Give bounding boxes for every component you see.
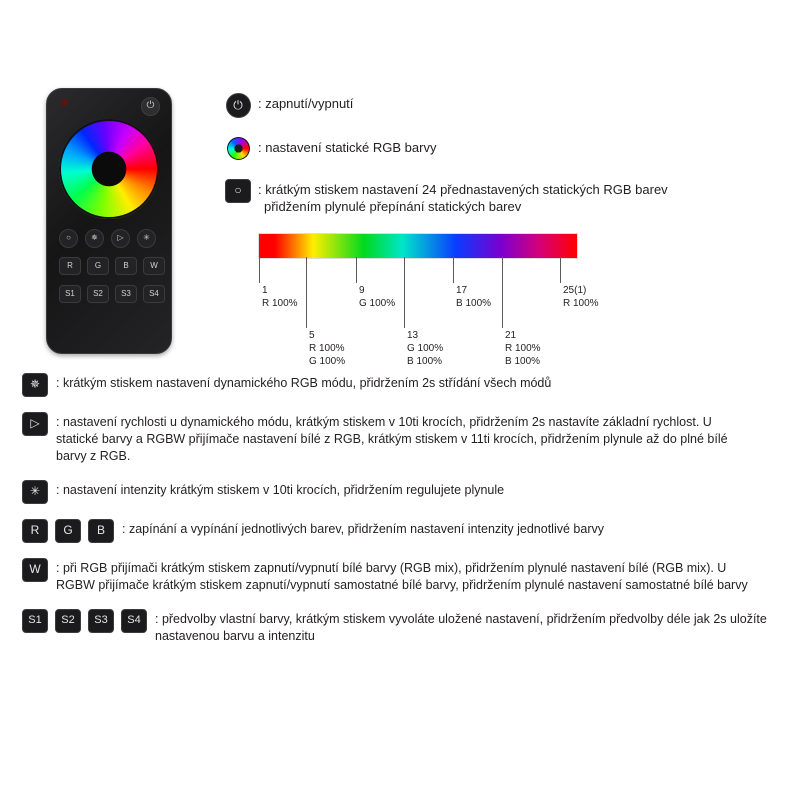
remote-preset-3-button[interactable]: S3 xyxy=(115,285,137,303)
legend-row-speed xyxy=(22,411,782,465)
legend-row-dynamic-mode xyxy=(22,372,782,397)
green-button-icon: G xyxy=(55,519,81,543)
spectrum-tick xyxy=(306,257,307,328)
speed-icon: ▷ xyxy=(22,412,48,436)
spectrum-tick xyxy=(453,257,454,283)
remote-static-color-button[interactable]: ○ xyxy=(59,229,78,248)
legend-speed-icons xyxy=(22,411,48,436)
legend-wheel-icon-cell xyxy=(218,136,258,160)
legend-white-icons xyxy=(22,557,48,582)
preset-2-icon: S2 xyxy=(55,609,81,633)
preset-1-icon: S1 xyxy=(22,609,48,633)
spectrum-tick xyxy=(259,257,260,283)
legend-row-brightness xyxy=(22,479,782,504)
remote-power-button[interactable]: ⏻ xyxy=(141,97,160,116)
legend-rgb-icons xyxy=(22,518,114,543)
spectrum-tick xyxy=(560,257,561,283)
spectrum-tick-label: 13 G 100% B 100% xyxy=(407,330,444,367)
spectrum-tick xyxy=(502,257,503,328)
legend-row-rgb xyxy=(22,518,782,543)
legend-power-icon-cell xyxy=(218,92,258,118)
legend-row-static-color xyxy=(218,136,778,160)
legend-brightness-icons xyxy=(22,479,48,504)
legend-speed-text: : nastavení rychlosti u dynamického módu, krátkým stiskem v 10ti krocích, přidržením 2s nastavíte základní rychlost. U statické barvy a RGBW přijímače nastavení bílé z RGB, krátkým stiskem v 11ti krocích, přidržením plynule až do plné bílé barvy z RGB. xyxy=(56,415,728,463)
remote-preset-4-button[interactable]: S4 xyxy=(143,285,165,303)
color-wheel-icon xyxy=(227,137,250,160)
legend-row-presets-24 xyxy=(218,178,778,215)
remote-brightness-button[interactable]: ✳ xyxy=(137,229,156,248)
spectrum-tick xyxy=(404,257,405,328)
ir-led-icon xyxy=(61,99,68,106)
spectrum-tick-label: 5 R 100% G 100% xyxy=(309,330,346,367)
legend-white-text: : při RGB přijímači krátkým stiskem zapnutí/vypnutí bílé barvy (RGB mix), přidržením plynulé nastavení bílé (RGB mix). U RGBW přijímače krátkým stiskem zapnutí/vypnutí samostatné bílé barvy, přidržením plynulé nastavení samostatné bílé barvy xyxy=(56,561,748,592)
spectrum-tick xyxy=(356,257,357,283)
remote-color-wheel[interactable] xyxy=(59,119,159,219)
spectrum-tick-label: 21 R 100% B 100% xyxy=(505,330,541,367)
rgb-spectrum-bar xyxy=(258,233,578,259)
spectrum-tick-label: 1 R 100% xyxy=(262,285,298,309)
legend-presets-24-line1: : krátkým stiskem nastavení 24 přednastavených statických RGB barev xyxy=(258,182,668,197)
legend-rgb-text: : zapínání a vypínání jednotlivých barev, přidržením nastavení intenzity jednotlivé barvy xyxy=(122,522,604,536)
legend-dynamic-icons xyxy=(22,372,48,397)
flower-mode-icon: ✵ xyxy=(22,373,48,397)
remote-row-rgbw xyxy=(59,257,165,275)
remote-green-button[interactable]: G xyxy=(87,257,109,275)
remote-row-mode xyxy=(59,229,156,248)
blue-button-icon: B xyxy=(88,519,114,543)
brightness-icon: ✳ xyxy=(22,480,48,504)
remote-control xyxy=(46,88,172,354)
remote-red-button[interactable]: R xyxy=(59,257,81,275)
white-button-icon: W xyxy=(22,558,48,582)
remote-preset-2-button[interactable]: S2 xyxy=(87,285,109,303)
spectrum-tick-label: 17 B 100% xyxy=(456,285,492,309)
bottom-legend xyxy=(22,372,782,659)
remote-preset-1-button[interactable]: S1 xyxy=(59,285,81,303)
red-button-icon: R xyxy=(22,519,48,543)
preset-4-icon: S4 xyxy=(121,609,147,633)
legend-row-power xyxy=(218,92,778,118)
power-icon: ⏻ xyxy=(226,93,251,118)
legend-row-presets xyxy=(22,608,782,645)
legend-brightness-text: : nastavení intenzity krátkým stiskem v 10ti krocích, přidržením regulujete plynule xyxy=(56,483,505,497)
legend-presets-text: : předvolby vlastní barvy, krátkým stiskem vyvoláte uložené nastavení, přidržením předvolby déle jak 2s uložíte nastavenou barvu a intenzitu xyxy=(155,612,767,643)
remote-row-presets xyxy=(59,285,165,303)
preset-3-icon: S3 xyxy=(88,609,114,633)
remote-dynamic-mode-button[interactable]: ✵ xyxy=(85,229,104,248)
circle-icon: ○ xyxy=(225,179,251,203)
spectrum-tick-label: 9 G 100% xyxy=(359,285,396,309)
remote-white-button[interactable]: W xyxy=(143,257,165,275)
remote-speed-button[interactable]: ▷ xyxy=(111,229,130,248)
legend-preset-icons xyxy=(22,608,147,633)
legend-circle-icon-cell xyxy=(218,178,258,203)
top-legend xyxy=(218,92,778,233)
spectrum-tick-label: 25(1) R 100% xyxy=(563,285,599,309)
legend-presets-24-line2: přidžením plynulé přepínání statických barev xyxy=(264,199,522,214)
legend-power-text: : zapnutí/vypnutí xyxy=(258,96,354,111)
legend-presets-24-text xyxy=(258,178,668,215)
legend-static-color-text: : nastavení statické RGB barvy xyxy=(258,140,437,155)
remote-blue-button[interactable]: B xyxy=(115,257,137,275)
legend-dynamic-mode-text: : krátkým stiskem nastavení dynamického RGB módu, přidržením 2s střídání všech módů xyxy=(56,376,552,390)
legend-row-white xyxy=(22,557,782,594)
